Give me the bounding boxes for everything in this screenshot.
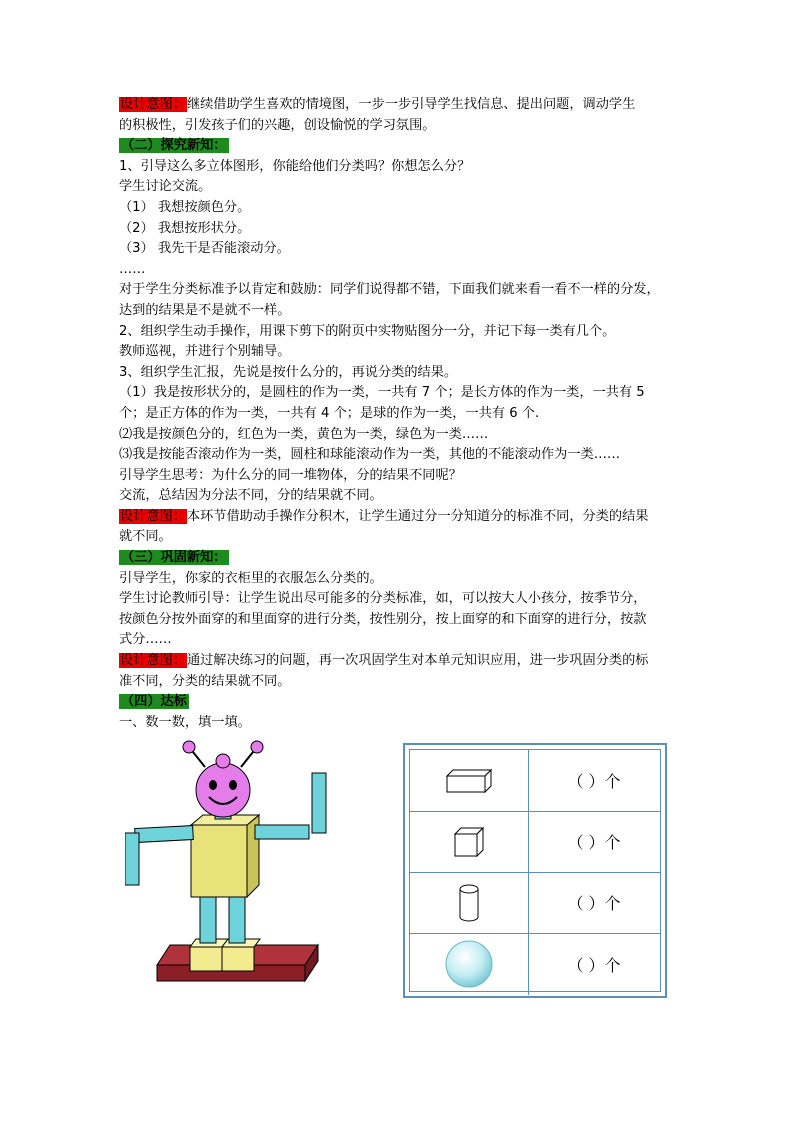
robot-antenna-ball-right [251, 741, 263, 753]
line-text: 引导学生思考：为什么分的同一堆物体，分的结果不同呢？ [119, 467, 462, 483]
line-text: 2、组织学生动手操作，用课下剪下的附页中实物贴图分一分，并记下每一类有几个。 [119, 323, 616, 339]
text-line [119, 672, 679, 693]
line-text: 式分…… [119, 632, 172, 648]
table-row [410, 750, 660, 812]
text-line [119, 198, 679, 219]
text-line [119, 610, 679, 631]
robot-foot-right [222, 947, 254, 971]
line-text: （3） 我先干是否能滚动分。 [119, 241, 290, 257]
text-line [119, 589, 679, 610]
line-text: 按颜色分按外面穿的和里面穿的进行分类，按性别分，按上面穿的和下面穿的进行分，按款 [119, 611, 647, 627]
text-line [119, 713, 679, 734]
answer-cell[interactable]: （ ）个 [567, 772, 621, 791]
answer-cell[interactable]: （ ）个 [567, 833, 621, 852]
design-intent-label: 设计意图： [120, 653, 186, 669]
robot-leg-right [229, 893, 245, 943]
line-text: （2） 我想按形状分。 [119, 220, 251, 236]
table-row [410, 811, 660, 873]
line-text: 学生讨论教师引导：让学生说出尽可能多的分类标准，如，可以按大人小孩分，按季节分， [119, 591, 647, 607]
line-text: 一、数一数，填一填。 [119, 714, 251, 730]
text-line [119, 280, 679, 301]
section-heading: （四）达标 [121, 694, 187, 710]
text-line [119, 445, 679, 466]
line-text: 继续借助学生喜欢的情境图，一步一步引导学生找信息、提出问题，调动学生 [186, 97, 636, 112]
design-intent-label: 设计意图： [120, 97, 186, 112]
answer-cell[interactable]: （ ）个 [567, 894, 621, 913]
lesson-text [119, 95, 679, 733]
robot-arm-right-lower [255, 825, 309, 839]
counting-table [403, 743, 667, 998]
text-line [119, 95, 679, 116]
robot-body [191, 825, 247, 897]
text-line [119, 651, 679, 672]
text-line [119, 569, 679, 590]
text-line [119, 425, 679, 446]
line-text: 教师巡视，并进行个别辅导。 [119, 344, 291, 360]
cylinder-icon [457, 883, 481, 923]
line-text: 个；是正方体的作为一类，一共有 4 个；是球的作为一类，一共有 6 个. [119, 405, 540, 421]
line-text: 就不同。 [119, 529, 172, 545]
line-text: 的积极性，引发孩子们的兴趣，创设愉悦的学习氛围。 [119, 117, 436, 133]
text-line [119, 466, 679, 487]
robot-arm-left-upper [135, 826, 194, 843]
line-text: 3、组织学生汇报，先说是按什么分的，再说分类的结果。 [119, 364, 458, 380]
line-text: 本环节借助动手操作分积木，让学生通过分一分知道分的标准不同，分类的结果 [186, 508, 649, 524]
text-line [119, 527, 679, 548]
text-line [119, 383, 679, 404]
table-shape-cell [410, 811, 528, 872]
section-heading: （三）巩固新知： [121, 550, 227, 566]
line-text: ⑶我是按能否滚动作为一类，圆柱和球能滚动作为一类，其他的不能滚动作为一类…… [119, 447, 621, 463]
text-line [119, 177, 679, 198]
text-line [119, 363, 679, 384]
table-shape-cell [410, 750, 528, 811]
table-shape-cell [410, 933, 528, 995]
line-text: 达到的结果是不是就不一样。 [119, 302, 291, 318]
text-line [119, 342, 679, 363]
design-intent-label: 设计意图： [120, 508, 186, 524]
text-line [119, 136, 679, 157]
text-line [119, 116, 679, 137]
text-line [119, 404, 679, 425]
robot-arm-right-upper [312, 773, 326, 833]
text-line [119, 157, 679, 178]
robot-eye-left [209, 780, 217, 790]
line-text: 准不同，分类的结果就不同。 [119, 673, 291, 689]
table-row [410, 933, 660, 995]
cuboid-icon [444, 767, 494, 795]
robot-antenna-ball-left [183, 741, 195, 753]
line-text: 1、引导这么多立体图形，你能给他们分类吗？你想怎么分？ [119, 158, 471, 174]
robot-arm-left-lower [125, 833, 139, 885]
table-shape-cell [410, 872, 528, 933]
robot-antenna-ball-top [216, 754, 230, 768]
line-text: （1）我是按形状分的，是圆柱的作为一类，一共有 7 个；是长方体的作为一类，一共有 5 [119, 385, 645, 401]
line-text: ⑵我是按颜色分的，红色为一类，黄色为一类，绿色为一类…… [119, 426, 489, 442]
line-text: 对于学生分类标准予以肯定和鼓励：同学们说得都不错，下面我们就来看一看不一样的分发， [119, 282, 660, 298]
answer-cell[interactable]: （ ）个 [567, 955, 621, 975]
robot-foot-left [190, 947, 222, 971]
line-text: （1） 我想按颜色分。 [119, 199, 251, 215]
robot-illustration [125, 735, 340, 1003]
sphere-icon [444, 939, 494, 989]
text-line [119, 322, 679, 343]
line-text: 交流，总结因为分法不同，分的结果就不同。 [119, 488, 383, 504]
robot-leg-left [200, 893, 216, 943]
line-text: 通过解决练习的问题，再一次巩固学生对本单元知识应用，进一步巩固分类的标 [186, 653, 649, 669]
text-line [119, 486, 679, 507]
text-line [119, 692, 679, 713]
text-line [119, 219, 679, 240]
cube-icon [452, 825, 486, 859]
robot-head [196, 763, 250, 817]
text-line [119, 301, 679, 322]
line-text: 学生讨论交流。 [119, 179, 212, 195]
text-line [119, 507, 679, 528]
robot-eye-right [229, 780, 237, 790]
line-text: …… [119, 261, 146, 277]
line-text: 引导学生，你家的衣柜里的衣服怎么分类的。 [119, 570, 383, 586]
text-line [119, 260, 679, 281]
text-line [119, 630, 679, 651]
text-line [119, 548, 679, 569]
table-row [410, 872, 660, 934]
text-line [119, 239, 679, 260]
section-heading: （二）探究新知： [121, 138, 227, 154]
